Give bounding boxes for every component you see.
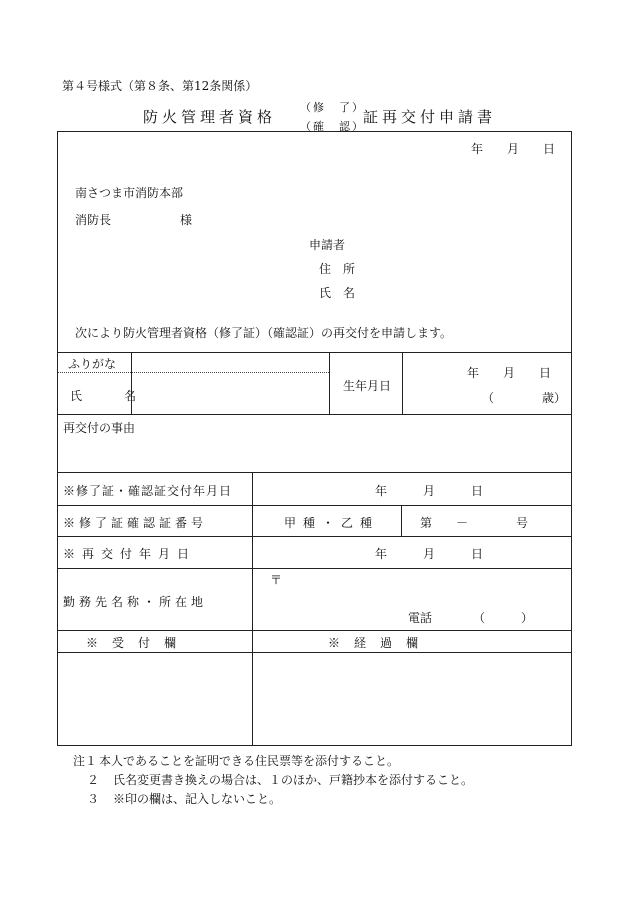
applicant-label: 申請者	[309, 238, 346, 252]
application-date[interactable]: 年 月 日	[471, 142, 556, 156]
note-2	[73, 771, 473, 790]
rule	[58, 505, 571, 506]
birth-date-value[interactable]: 年 月 日	[467, 366, 552, 380]
age-value[interactable]: （ 歳）	[482, 391, 567, 405]
form-title-part1: 防火管理者資格	[143, 108, 277, 126]
workplace-input[interactable]	[283, 572, 563, 602]
rule	[58, 536, 571, 537]
addressee-title: 消防長	[75, 213, 112, 227]
reissue-date-value[interactable]: 年 月 日	[375, 547, 484, 561]
note-text: 本人であることを証明できる住民票等を添付すること。	[99, 754, 400, 768]
col-divider	[401, 505, 402, 536]
form-title-part2: 証再交付申請書	[363, 108, 497, 126]
title-paren-shuryo: （修 了）	[300, 101, 365, 114]
rule	[58, 414, 571, 415]
addressee-org: 南さつま市消防本部	[75, 186, 184, 200]
birth-date-label: 生年月日	[343, 379, 392, 393]
furigana-label: ふりがな	[68, 357, 117, 371]
workplace-label: 勤務先名称・所在地	[63, 595, 208, 609]
note-number: ３	[87, 792, 100, 806]
furigana-input[interactable]	[132, 353, 328, 372]
reception-column-header: ※受付欄	[86, 636, 191, 650]
col-divider	[402, 352, 403, 414]
name-input[interactable]	[132, 373, 328, 413]
note-text: ※印の欄は、記入しないこと。	[113, 792, 282, 806]
name-label: 氏 名	[70, 389, 143, 403]
progress-column-header: ※経過欄	[328, 636, 433, 650]
col-divider	[329, 352, 330, 414]
addressee-honorific: 様	[180, 213, 193, 227]
note-3	[73, 790, 473, 809]
title-paren-kakunin: （確 認）	[300, 120, 365, 133]
col-divider	[252, 472, 253, 745]
cert-number-label: ※修了証確認証番号	[63, 516, 208, 530]
applicant-name-field[interactable]: 氏 名	[319, 286, 356, 300]
rule	[58, 568, 571, 569]
note-text: 氏名変更書き換えの場合は、１のほか、戸籍抄本を添付すること。	[113, 773, 474, 787]
reason-input[interactable]	[63, 436, 563, 468]
application-statement: 次により防火管理者資格（修了証）（確認証）の再交付を申請します。	[75, 326, 453, 340]
phone-label: 電話	[408, 611, 433, 625]
rule	[58, 630, 571, 631]
reception-area	[59, 653, 251, 744]
reason-label: 再交付の事由	[63, 421, 136, 435]
note-1	[73, 752, 473, 771]
note-number: 注１	[73, 754, 98, 768]
application-form-table	[57, 131, 572, 746]
progress-area	[254, 653, 570, 744]
reissue-date-label: ※再交付年月日	[63, 547, 197, 561]
cert-number-value[interactable]: 第 － 号	[420, 516, 529, 530]
phone-input[interactable]: （ ）	[473, 611, 534, 625]
issue-date-value[interactable]: 年 月 日	[375, 484, 484, 498]
issue-date-label: ※修了証・確認証交付年月日	[63, 484, 233, 498]
applicant-address-field[interactable]: 住 所	[319, 262, 356, 276]
notes	[73, 752, 473, 809]
cert-kind-value[interactable]: 甲種・乙種	[284, 516, 380, 530]
form-reference: 第４号様式（第８条、第12条関係）	[62, 79, 258, 93]
rule	[58, 472, 571, 473]
note-number: ２	[87, 773, 100, 787]
postal-code-mark: 〒	[270, 573, 283, 587]
